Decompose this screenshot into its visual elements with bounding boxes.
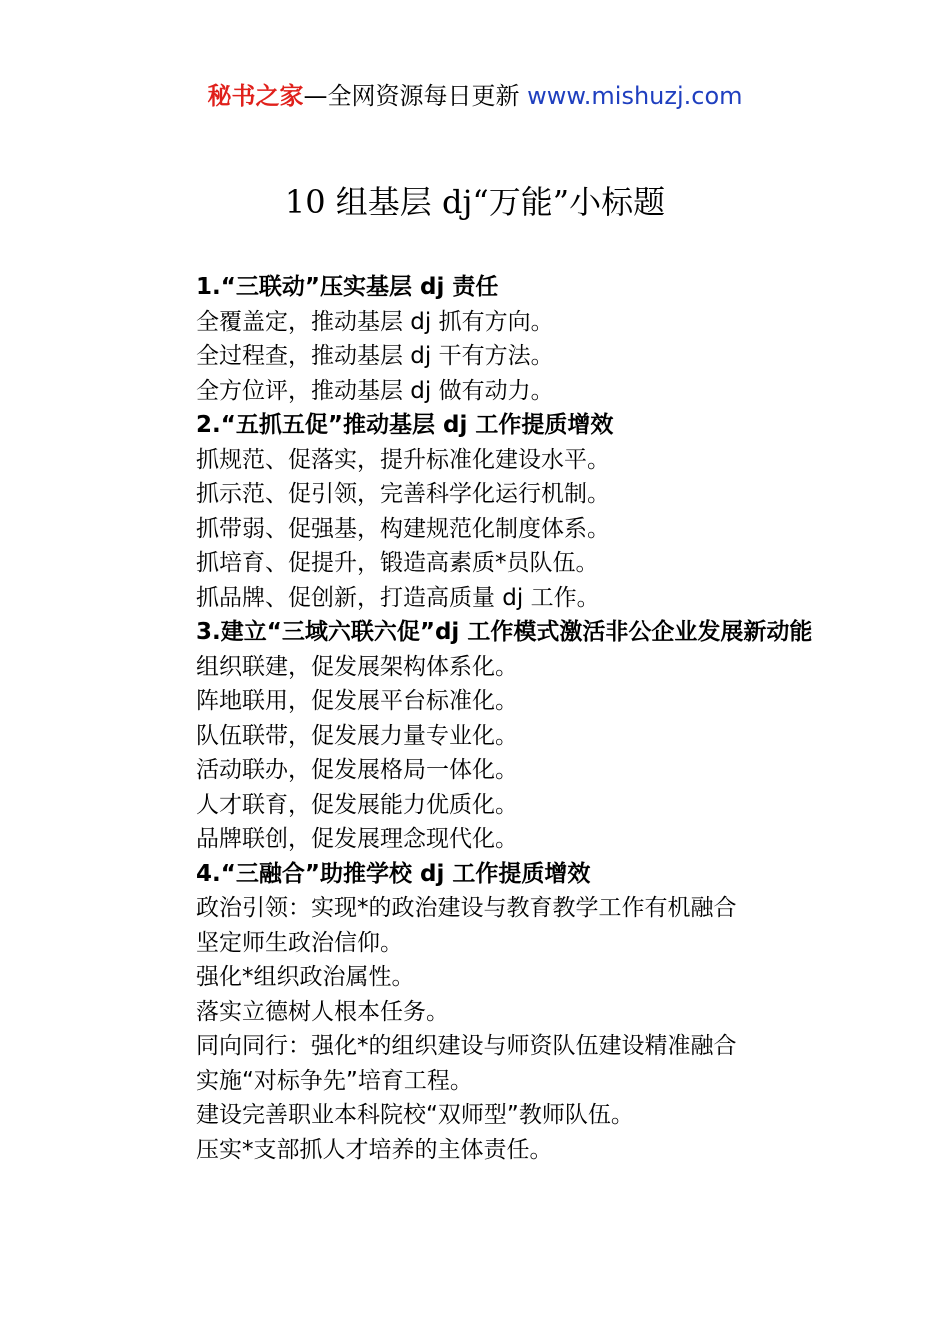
section-heading: 3.建立“三域六联六促”dj 工作模式激活非公企业发展新动能: [196, 619, 813, 645]
list-item: 抓示范、促引领，完善科学化运行机制。: [196, 481, 610, 507]
site-url-link[interactable]: www.mishuzj.com: [527, 82, 743, 110]
list-item: 抓规范、促落实，提升标准化建设水平。: [196, 446, 610, 473]
list-item: 品牌联创，促发展理念现代化。: [196, 826, 518, 852]
list-item: 队伍联带，促发展力量专业化。: [196, 722, 518, 749]
section-heading: 2.“五抓五促”推动基层 dj 工作提质增效: [196, 412, 614, 438]
list-item: 抓带弱、促强基，构建规范化制度体系。: [196, 515, 610, 542]
list-item: 强化*组织政治属性。: [196, 964, 415, 990]
list-item: 政治引领：实现*的政治建设与教育教学工作有机融合: [196, 895, 737, 921]
list-item: 建设完善职业本科院校“双师型”教师队伍。: [196, 1102, 634, 1128]
brand-name: 秘书之家: [207, 82, 304, 110]
header-tagline: —全网资源每日更新: [303, 82, 528, 110]
list-item: 全方位评，推动基层 dj 做有动力。: [196, 377, 554, 404]
site-header: [0, 80, 950, 112]
list-item: 阵地联用，促发展平台标准化。: [196, 688, 518, 714]
document-body: [145, 270, 825, 1167]
list-item: 压实*支部抓人才培养的主体责任。: [196, 1136, 553, 1163]
list-item: 全覆盖定，推动基层 dj 抓有方向。: [196, 308, 554, 335]
list-item: 活动联办，促发展格局一体化。: [196, 757, 518, 783]
list-item: 抓品牌、促创新，打造高质量 dj 工作。: [196, 584, 600, 611]
section-heading: 4.“三融合”助推学校 dj 工作提质增效: [196, 860, 591, 887]
list-item: 组织联建，促发展架构体系化。: [196, 653, 518, 680]
list-item: 实施“对标争先”培育工程。: [196, 1067, 473, 1094]
document-title: 10 组基层 dj“万能”小标题: [284, 183, 666, 221]
list-item: 坚定师生政治信仰。: [196, 929, 403, 956]
list-item: 抓培育、促提升，锻造高素质*员队伍。: [196, 550, 599, 576]
list-item: 落实立德树人根本任务。: [196, 998, 449, 1025]
list-item: 同向同行：强化*的组织建设与师资队伍建设精准融合: [196, 1033, 737, 1059]
list-item: 全过程查，推动基层 dj 干有方法。: [196, 343, 554, 369]
section-heading: 1.“三联动”压实基层 dj 责任: [196, 274, 499, 300]
list-item: 人才联育，促发展能力优质化。: [196, 791, 518, 818]
